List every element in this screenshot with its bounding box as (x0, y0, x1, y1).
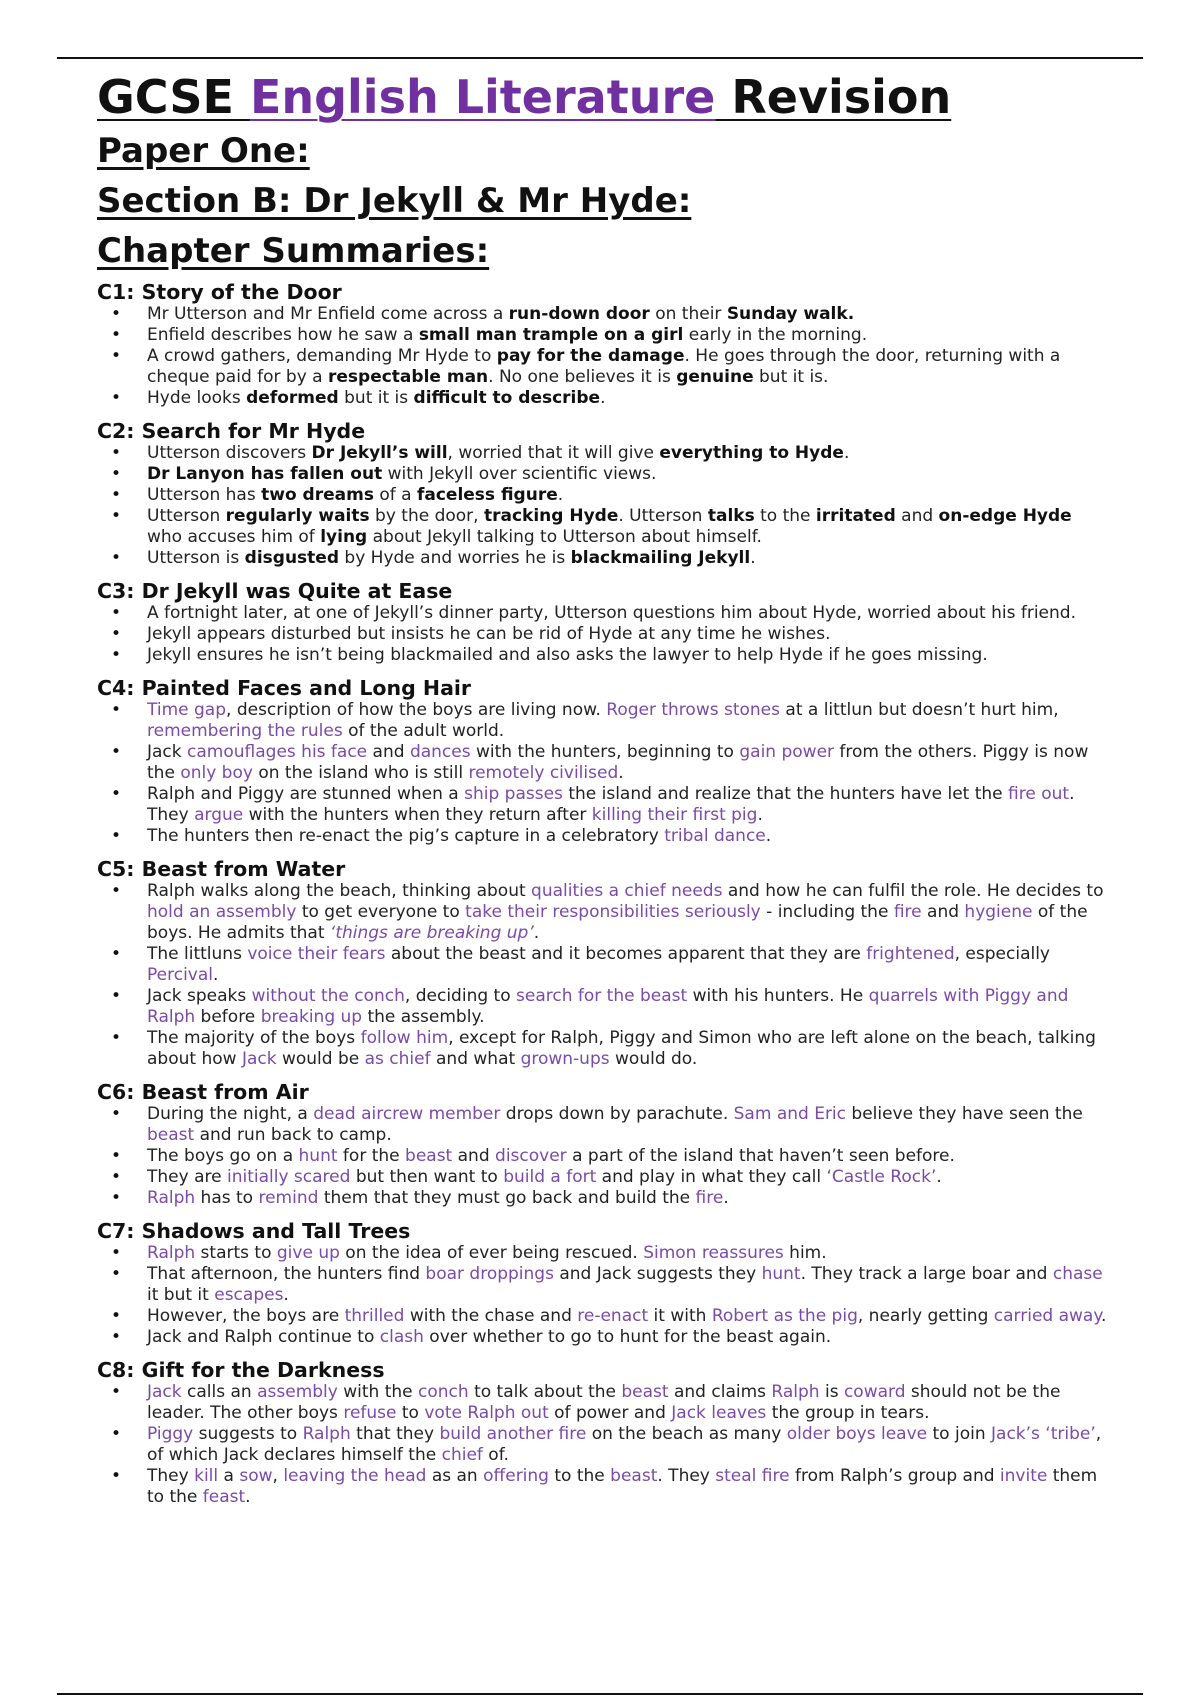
bullet-item (97, 346, 1107, 388)
text-run: Jekyll appears disturbed but insists he can be rid of Hyde at any time he wishes. (147, 624, 831, 644)
text-run: A fortnight later, at one of Jekyll’s dinner party, Utterson questions him about Hyde, worried about his friend. (147, 603, 1076, 623)
text-run: - including the (760, 902, 894, 922)
text-run: and (921, 902, 965, 922)
text-run: . (213, 965, 219, 985)
text-run: from Ralph’s group and (789, 1466, 1000, 1486)
text-run: on their (649, 304, 727, 324)
bold-text: pay for the damage (496, 346, 685, 366)
highlighted-text: Jack’s ‘tribe’ (991, 1424, 1096, 1444)
highlighted-text: Piggy (147, 1424, 194, 1444)
chapter-section (97, 1358, 1107, 1508)
text-run: to the (548, 1466, 611, 1486)
bullet-item (97, 1424, 1107, 1466)
text-run: , especially (954, 944, 1050, 964)
highlighted-text: hygiene (964, 902, 1033, 922)
text-run: with Jekyll over scientific views. (382, 464, 657, 484)
text-run: of the adult world. (342, 721, 505, 741)
highlighted-text: remembering the rules (147, 721, 343, 741)
bullet-item (97, 1146, 1107, 1167)
highlighted-text: follow him (360, 1028, 449, 1048)
highlighted-text: Ralph (147, 1243, 196, 1263)
text-run: suggests to (193, 1424, 303, 1444)
highlighted-text: assembly (257, 1382, 338, 1402)
bold-text: on-edge Hyde (938, 506, 1072, 526)
text-run: to (396, 1403, 425, 1423)
bullet-item (97, 944, 1107, 986)
text-run: The hunters then re-enact the pig’s capture in a celebratory (147, 826, 665, 846)
highlighted-text: gain power (739, 742, 835, 762)
text-run: with the hunters, beginning to (470, 742, 740, 762)
text-run: them that they must go back and build the (318, 1188, 696, 1208)
bullet-item (97, 1188, 1107, 1209)
text-run: and play in what they call (596, 1167, 827, 1187)
highlighted-text: Percival (147, 965, 213, 985)
text-run: Jack and Ralph continue to (147, 1327, 380, 1347)
highlighted-text: initially scared (226, 1167, 351, 1187)
highlighted-text: Sam and Eric (733, 1104, 846, 1124)
text-run: . They (657, 1466, 716, 1486)
highlighted-text: take their responsibilities seriously (465, 902, 761, 922)
bullet-item (97, 700, 1107, 742)
text-run: to the (754, 506, 816, 526)
text-run: and (367, 742, 410, 762)
text-run: to join (927, 1424, 992, 1444)
highlighted-text: frightened (866, 944, 955, 964)
highlighted-text: fire out (1008, 784, 1070, 804)
text-run: The boys go on a (147, 1146, 299, 1166)
top-rule (57, 57, 1143, 59)
text-run: . (1100, 1306, 1107, 1326)
text-run: . (557, 485, 564, 505)
text-run: , (272, 1466, 284, 1486)
highlighted-text: fire (695, 1188, 724, 1208)
bold-text: irritated (815, 506, 896, 526)
text-run: , deciding to (404, 986, 517, 1006)
text-run: The littluns (147, 944, 248, 964)
text-run: on the island who is still (252, 763, 469, 783)
bullet-list (97, 1243, 1107, 1348)
text-run: and run back to camp. (194, 1125, 392, 1145)
text-run: the assembly. (362, 1007, 485, 1027)
bold-text: talks (707, 506, 755, 526)
highlighted-text: beast (610, 1466, 658, 1486)
text-run: . (936, 1167, 942, 1187)
text-run: of. (482, 1445, 509, 1465)
highlighted-text: Jack leaves (671, 1403, 767, 1423)
highlighted-text: Roger throws stones (606, 700, 780, 720)
text-run: to get everyone to (296, 902, 466, 922)
bold-text: two dreams (261, 485, 374, 505)
text-run: and claims (668, 1382, 772, 1402)
text-run: Ralph walks along the beach, thinking about (147, 881, 532, 901)
bullet-item (97, 645, 1107, 666)
highlighted-text: Jack (147, 1382, 182, 1402)
bold-text: everything to Hyde (659, 443, 844, 463)
bullet-item (97, 742, 1107, 784)
bullet-list (97, 700, 1107, 847)
bullet-list (97, 603, 1107, 666)
text-run: Utterson has (147, 485, 262, 505)
text-run: , nearly getting (857, 1306, 994, 1326)
text-run: should not be the leader. The other boys (147, 1382, 1061, 1423)
text-run: to talk about the (468, 1382, 622, 1402)
bullet-item (97, 304, 1107, 325)
text-run: and Jack suggests they (553, 1264, 762, 1284)
bullet-item (97, 1306, 1107, 1327)
highlighted-text: escapes (214, 1285, 284, 1305)
highlighted-text: leaving the head (283, 1466, 427, 1486)
text-run: with the (337, 1382, 419, 1402)
text-run: the island and realize that the hunters have let the (562, 784, 1009, 804)
text-run: drops down by parachute. (500, 1104, 734, 1124)
highlighted-text: older boys leave (786, 1424, 928, 1444)
text-run: However, the boys are (147, 1306, 345, 1326)
highlighted-text: conch (418, 1382, 469, 1402)
text-run: early in the morning. (683, 325, 868, 345)
text-run: They are (147, 1167, 227, 1187)
highlighted-text: breaking up (260, 1007, 363, 1027)
highlighted-text: ship passes (464, 784, 563, 804)
bullet-item (97, 881, 1107, 944)
highlighted-text: steal fire (715, 1466, 790, 1486)
text-run: . (245, 1487, 251, 1507)
bold-text: small man trample on a girl (418, 325, 684, 345)
bold-text: Dr Lanyon has fallen out (147, 464, 383, 484)
highlighted-text: qualities a chief needs (531, 881, 723, 901)
bold-text: disgusted (244, 548, 339, 568)
bold-text: faceless figure (416, 485, 558, 505)
text-run: of power and (548, 1403, 672, 1423)
highlighted-text: offering (483, 1466, 549, 1486)
text-run: . (765, 826, 772, 846)
page-title (97, 68, 1107, 126)
text-run: it with (648, 1306, 712, 1326)
highlighted-text: build a fort (503, 1167, 597, 1187)
text-run: him. (783, 1243, 827, 1263)
chapter-section (97, 857, 1107, 1070)
bullet-item (97, 1104, 1107, 1146)
highlighted-text: remotely civilised (468, 763, 619, 783)
chapter-section (97, 419, 1107, 569)
highlighted-text: carried away (993, 1306, 1101, 1326)
bold-text: tracking Hyde (483, 506, 619, 526)
highlighted-text: remind (258, 1188, 319, 1208)
chapter-heading: C4: Painted Faces and Long Hair (97, 676, 472, 700)
highlighted-text: re-enact (577, 1306, 649, 1326)
highlighted-text: refuse (343, 1403, 397, 1423)
highlighted-text: hunt (298, 1146, 338, 1166)
bold-text: difficult to describe (413, 388, 601, 408)
paper-heading: Paper One: (97, 131, 310, 171)
text-run: is (819, 1382, 844, 1402)
text-run: from the others. Piggy is now the (147, 742, 1089, 783)
text-run: They (147, 1466, 195, 1486)
highlighted-text: Jack (241, 1049, 277, 1069)
highlighted-text: feast (202, 1487, 246, 1507)
highlighted-text: clash (379, 1327, 424, 1347)
highlighted-text: Simon reassures (643, 1243, 784, 1263)
bold-text: respectable man (328, 367, 489, 387)
highlighted-text: thrilled (344, 1306, 405, 1326)
highlighted-text: dances (409, 742, 471, 762)
text-run: believe they have seen the (846, 1104, 1083, 1124)
bullet-list (97, 1104, 1107, 1209)
text-run: with the chase and (404, 1306, 578, 1326)
chapter-section (97, 676, 1107, 847)
bold-text: blackmailing Jekyll (570, 548, 751, 568)
text-run: on the idea of ever being rescued. (339, 1243, 644, 1263)
bullet-item (97, 826, 1107, 847)
text-run: . (757, 805, 763, 825)
highlighted-text: tribal dance (664, 826, 766, 846)
bullet-item (97, 1382, 1107, 1424)
bullet-item (97, 1167, 1107, 1188)
bullet-item (97, 624, 1107, 645)
chapter-heading: C6: Beast from Air (97, 1080, 309, 1104)
text-run: who accuses him of (147, 527, 321, 547)
text-run: . Utterson (618, 506, 708, 526)
bullet-item (97, 325, 1107, 346)
text-run: The majority of the boys (147, 1028, 361, 1048)
text-run: but it is. (753, 367, 829, 387)
chapter-section (97, 280, 1107, 409)
text-run: . (723, 1188, 729, 1208)
highlighted-text: dead aircrew member (313, 1104, 501, 1124)
bold-text: deformed (246, 388, 339, 408)
bold-text: regularly waits (225, 506, 370, 526)
text-run: Utterson (147, 506, 226, 526)
bullet-item (97, 1028, 1107, 1070)
highlighted-text: fire (893, 902, 922, 922)
highlighted-text: hunt (761, 1264, 801, 1284)
text-run: about the beast and it becomes apparent that they are (385, 944, 867, 964)
text-run: Utterson discovers (147, 443, 312, 463)
text-run: . He goes through the door, returning with a cheque paid for by a (147, 346, 1061, 387)
highlighted-text: ‘Castle Rock’ (826, 1167, 937, 1187)
text-run: , description of how the boys are living now. (226, 700, 607, 720)
bold-text: genuine (676, 367, 754, 387)
text-run: for the (337, 1146, 406, 1166)
chapter-section (97, 1219, 1107, 1348)
bullet-list (97, 443, 1107, 569)
chapter-list (97, 280, 1107, 1508)
text-run: it but it (147, 1285, 215, 1305)
text-run: and (452, 1146, 496, 1166)
text-run: a (218, 1466, 240, 1486)
text-run: with the hunters when they return after (243, 805, 592, 825)
highlighted-text: Robert as the pig (711, 1306, 858, 1326)
text-run: has to (195, 1188, 259, 1208)
bullet-item (97, 388, 1107, 409)
highlighted-text: sow (239, 1466, 273, 1486)
text-run: would be (276, 1049, 365, 1069)
text-run: Utterson is (147, 548, 245, 568)
chapter-heading: C2: Search for Mr Hyde (97, 419, 366, 443)
highlighted-text: beast (147, 1125, 195, 1145)
section-heading: Section B: Dr Jekyll & Mr Hyde: (97, 181, 692, 221)
title-subject: English Literature (249, 70, 716, 124)
text-run: . (750, 548, 756, 568)
highlighted-text: only boy (180, 763, 253, 783)
text-run: over whether to go to hunt for the beast again. (423, 1327, 832, 1347)
text-run: that they (350, 1424, 440, 1444)
bullet-list (97, 881, 1107, 1070)
highlighted-text: grown-ups (520, 1049, 610, 1069)
text-run: , of which Jack declares himself the (147, 1424, 1102, 1465)
text-run: as an (426, 1466, 484, 1486)
highlighted-text: boar droppings (425, 1264, 554, 1284)
bottom-rule (57, 1693, 1143, 1695)
text-run: . (533, 923, 540, 943)
text-run: them to the (147, 1466, 1098, 1507)
highlighted-text: chase (1052, 1264, 1103, 1284)
text-run: Ralph and Piggy are stunned when a (147, 784, 465, 804)
highlighted-text: discover (495, 1146, 567, 1166)
text-run: Mr Utterson and Mr Enfield come across a (147, 304, 509, 324)
text-run: before (195, 1007, 261, 1027)
highlighted-text: search for the beast (516, 986, 688, 1006)
bold-text: Sunday walk. (726, 304, 855, 324)
text-run: Jekyll ensures he isn’t being blackmailed and also asks the lawyer to help Hyde if he goes missing. (147, 645, 988, 665)
chapter-heading: C5: Beast from Water (97, 857, 346, 881)
text-run: . They (147, 784, 1075, 825)
chapter-heading: C1: Story of the Door (97, 280, 342, 304)
text-run: , except for Ralph, Piggy and Simon who are left alone on the beach, talking about how (147, 1028, 1096, 1069)
highlighted-text: without the conch (251, 986, 405, 1006)
highlighted-text: as chief (364, 1049, 431, 1069)
highlighted-text: Ralph (302, 1424, 351, 1444)
bold-text: lying (320, 527, 368, 547)
text-run: Jack (147, 742, 188, 762)
text-run: calls an (181, 1382, 258, 1402)
text-run: a part of the island that haven’t seen before. (566, 1146, 955, 1166)
text-run: would do. (609, 1049, 698, 1069)
chapter-heading: C8: Gift for the Darkness (97, 1358, 385, 1382)
text-run: Jack speaks (147, 986, 252, 1006)
text-run: starts to (195, 1243, 277, 1263)
text-run: . (283, 1285, 289, 1305)
document-body (97, 68, 1107, 1508)
highlighted-text: build another fire (439, 1424, 587, 1444)
text-run: A crowd gathers, demanding Mr Hyde to (147, 346, 497, 366)
text-run: and what (430, 1049, 521, 1069)
bullet-item (97, 548, 1107, 569)
bullet-item (97, 464, 1107, 485)
highlighted-text: argue (194, 805, 244, 825)
highlighted-text: kill (194, 1466, 219, 1486)
bullet-item (97, 443, 1107, 464)
text-run: by Hyde and worries he is (339, 548, 571, 568)
highlighted-text: camouflages his face (187, 742, 368, 762)
text-run: with his hunters. He (687, 986, 869, 1006)
text-run: . (618, 763, 624, 783)
text-run: and how he can fulfil the role. He decides to (722, 881, 1104, 901)
highlighted-text: vote Ralph out (424, 1403, 549, 1423)
text-run: the group in tears. (766, 1403, 930, 1423)
text-run: about Jekyll talking to Utterson about himself. (367, 527, 762, 547)
highlighted-text: invite (999, 1466, 1048, 1486)
highlighted-text: chief (441, 1445, 483, 1465)
highlighted-text: give up (276, 1243, 340, 1263)
highlighted-text: Ralph (771, 1382, 820, 1402)
bullet-item (97, 1264, 1107, 1306)
bullet-item (97, 603, 1107, 624)
text-run: of the boys. He admits that (147, 902, 1088, 943)
text-run: Enfield describes how he saw a (147, 325, 419, 345)
highlighted-text: hold an assembly (147, 902, 297, 922)
highlighted-text: Ralph (147, 1188, 196, 1208)
highlighted-text: coward (843, 1382, 906, 1402)
summaries-heading: Chapter Summaries: (97, 231, 490, 271)
text-run: During the night, a (147, 1104, 314, 1124)
text-run: and (895, 506, 939, 526)
text-run: . They track a large boar and (800, 1264, 1053, 1284)
text-run: at a littlun but doesn’t hurt him, (780, 700, 1059, 720)
text-run: . No one believes it is (488, 367, 677, 387)
bullet-list (97, 1382, 1107, 1508)
highlighted-text: voice their fears (247, 944, 386, 964)
bold-text: Dr Jekyll’s will (311, 443, 448, 463)
text-run: . (600, 388, 606, 408)
highlighted-text: Time gap (147, 700, 227, 720)
text-run: Hyde looks (147, 388, 247, 408)
chapter-heading: C3: Dr Jekyll was Quite at Ease (97, 579, 453, 603)
highlighted-text: beast (621, 1382, 669, 1402)
text-run: , worried that it will give (447, 443, 660, 463)
bullet-item (97, 1243, 1107, 1264)
bullet-list (97, 304, 1107, 409)
bullet-item (97, 986, 1107, 1028)
chapter-section (97, 1080, 1107, 1209)
text-run: but then want to (350, 1167, 504, 1187)
bullet-item (97, 506, 1107, 548)
bullet-item (97, 1327, 1107, 1348)
text-run: on the beach as many (586, 1424, 787, 1444)
highlighted-text: killing their first pig (591, 805, 758, 825)
bold-text: run-down door (508, 304, 650, 324)
chapter-heading: C7: Shadows and Tall Trees (97, 1219, 411, 1243)
title-revision: Revision (715, 70, 952, 124)
chapter-section (97, 579, 1107, 666)
highlighted-text: beast (405, 1146, 453, 1166)
highlighted-text: quarrels with Piggy and Ralph (147, 986, 1069, 1027)
text-run: but it is (338, 388, 414, 408)
text-run: That afternoon, the hunters find (147, 1264, 426, 1284)
bullet-item (97, 485, 1107, 506)
bullet-item (97, 784, 1107, 826)
title-gcse: GCSE (97, 70, 250, 124)
text-run: . (843, 443, 850, 463)
highlighted-text: ‘things are breaking up’ (329, 923, 534, 943)
text-run: by the door, (369, 506, 484, 526)
text-run: of a (373, 485, 417, 505)
bullet-item (97, 1466, 1107, 1508)
